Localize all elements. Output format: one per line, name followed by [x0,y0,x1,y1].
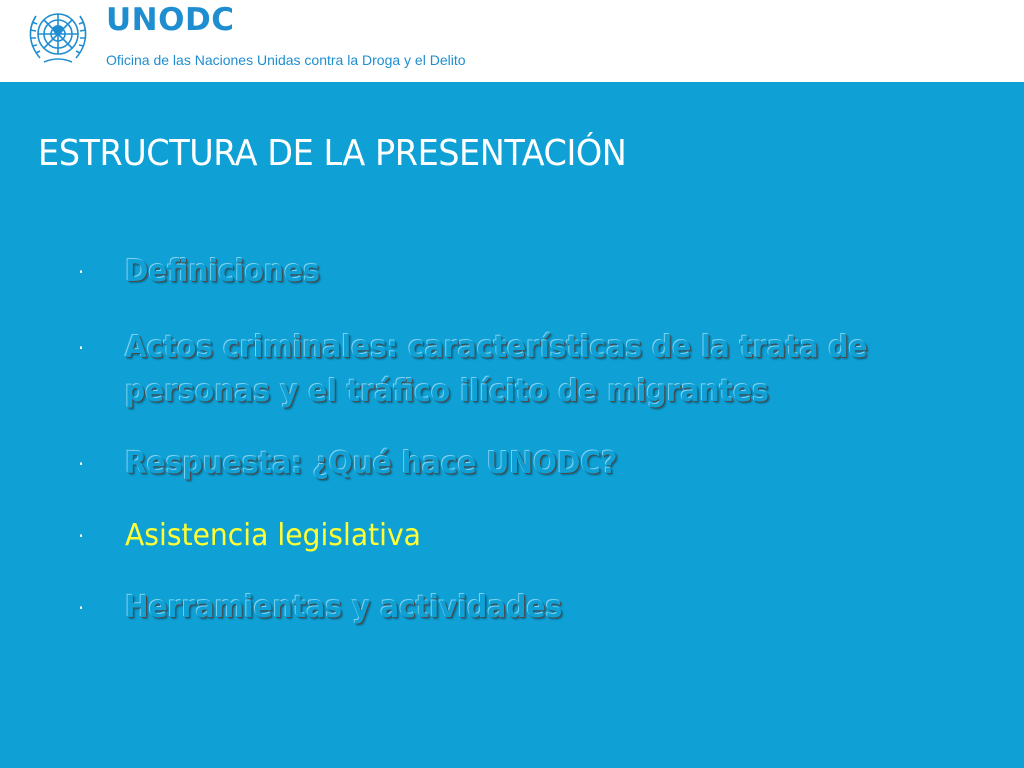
agenda-item-label: Actos criminales: características de la trata de personas y el tráfico ilícito de migrantes [125,330,868,409]
agenda-item-label: Herramientas y actividades [125,590,563,625]
bullet-icon: · [78,596,84,620]
slide-title: ESTRUCTURA DE LA PRESENTACIÓN [38,133,627,174]
agenda-item-label: Definiciones [125,254,320,289]
bullet-icon: · [78,260,84,284]
bullet-icon: · [78,524,84,548]
agenda-item-respuesta [78,442,901,486]
bullet-icon: · [78,452,84,476]
agenda-item-actos-criminales [78,326,901,414]
brand-name: UNODC [106,2,235,38]
agenda-item-label: Asistencia legislativa [125,518,421,553]
agenda-item-label: Respuesta: ¿Qué hace UNODC? [125,446,618,481]
bullet-icon: · [78,336,84,360]
agenda-item-asistencia-legislativa [78,514,901,558]
brand-subtitle: Oficina de las Naciones Unidas contra la Droga y el Delito [106,52,466,68]
agenda-item-definiciones [78,250,901,294]
agenda-item-herramientas [78,586,901,630]
